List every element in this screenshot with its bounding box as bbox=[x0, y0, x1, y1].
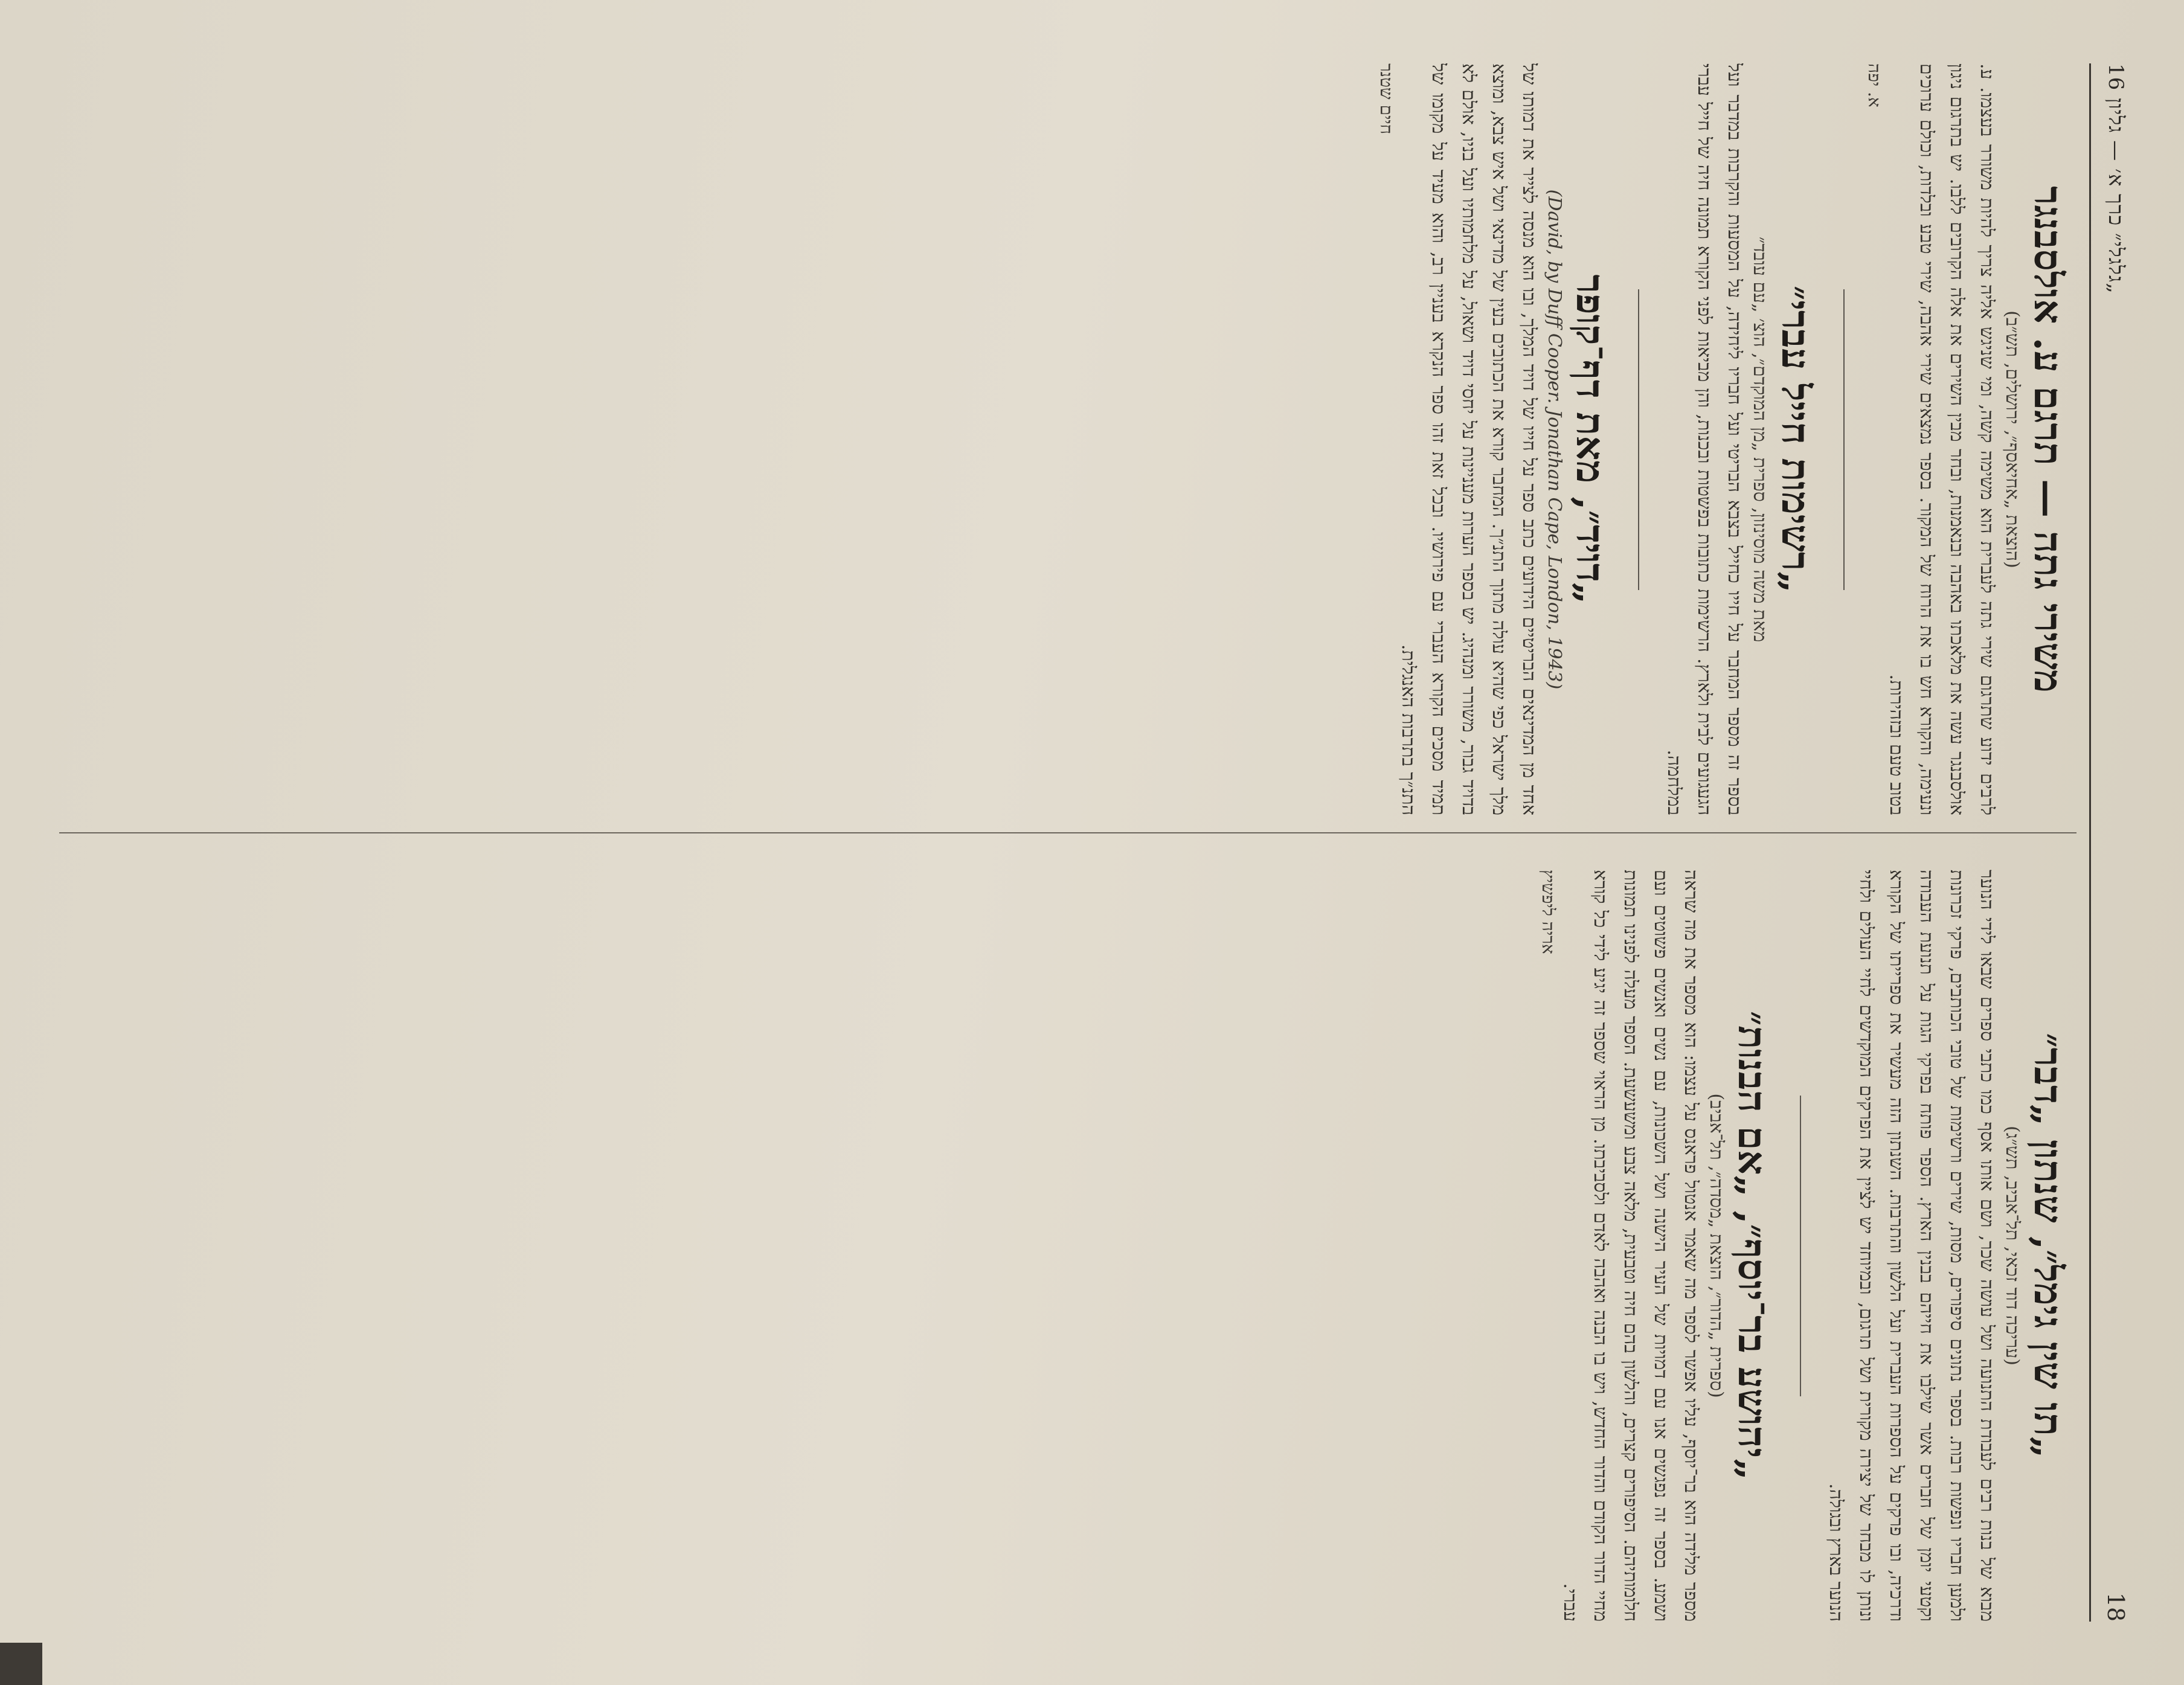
review-article bbox=[1376, 63, 1619, 815]
page-corner-shadow bbox=[0, 1643, 42, 1685]
review-article bbox=[1864, 63, 2076, 815]
left-column bbox=[59, 63, 2076, 833]
article-body: אחד מן המדינאים הבריטיים הידועים כתב ספר על חייו של דויד המלך, ובו הוא מנסה לצייר את דמותו של מלך ישראל כפי שהיא עולה מתוך התנ״ך. המחבר קורא את הכתובים בעין של מדינאי ושל איש צבא, ומוצא בדויד גבור, משורר ומנהיג. יש בספר הערות מעניינות על יחסי דויד ושאול, על מלחמותיו ועל בניו, אולם לא תמיד מסכים הקורא העברי עם פירושיו. ובכל זאת זהו ספר הנקרא בעניין רב, והוא מעיד על מקומו של התנ״ך בתרבות האנגלית. bbox=[1398, 63, 1540, 815]
running-title-text: „גלגלי״ כרך א׳ — גליון bbox=[2104, 98, 2128, 294]
article-body: מספר מלידה הוא בר־יוסף, עליו אפשר לספר מה שאמר אנטול פראנס על עצמו: הוא מספר את מה שראה ושמע. בספר זה נפגשים אנו עם דמויות של העיר הישנה ושל השכונות, עם נשים ואנשים פשוטים ועם חלומותיהם. הסיפורים קצרים, והלשון בהם חיה וטבעית, מלאה צבע ומשעשעת. הספר מעלה לפנינו תמונות מחיי הדור הקודם והדור החדש, ויש בו הבנה ואהבה לאדם ולסביבתו. מן הראוי שספר זה יגיע לידי כל קורא עברי. bbox=[1559, 870, 1701, 1622]
article-divider bbox=[1843, 289, 1845, 590]
page-number-left: 16 bbox=[2104, 63, 2128, 91]
article-body: מבוא של בנות רבים לעבודת התנועה ושל עושה שכר, ושם אותו אסף כמו כתבי ספרים שבאו לידי הנוער ולמען חבריו ונפשות רבות. בספר נתונים סיפורים, מסות, שירים ורשימות של טובי הכותבים, פרקי זכרונות וקטעי יומן של חברים אשר שילבו את חייהם בבנין הארץ. הספר פותח בפרקי הגות על תנועת העבודה ודרכיה, ובו פרקים על הספרות העברית ועל הלשון והתרבות. השנתון הזה מעשיר את ספרייתו של הקורא ונותן לו מבחר של יצירה מקורית ושל תרגום, ובמיוחד יש לציין את הפרקים המוקדשים לחיי העולים ולחיי הנוער בארץ ובגולה. bbox=[1825, 870, 1997, 1622]
page-number-right: 18 bbox=[2102, 1592, 2129, 1622]
right-column bbox=[59, 870, 2076, 1622]
running-title bbox=[2104, 63, 2128, 294]
rotated-page bbox=[35, 27, 2149, 1658]
columns bbox=[59, 63, 2076, 1622]
article-subtitle: (ספרית „הדור״, הוצאת „מסדה״, תל־אביב) bbox=[1706, 1093, 1727, 1398]
article-title: „תו שין גימל״, שנתון „דבר״ bbox=[2025, 1033, 2070, 1459]
article-subtitle: מאת משה מוסינזון, ספרית „מן המוקדם״, הוצ׳ „עם עובד״ bbox=[1749, 236, 1770, 643]
article-body: בספר זה מספר המחבר על חייו כחייל בצבא הבריטי ועל חבריו ליחידה, על המסעות והקרבות במדבר ועל הגעגועים לבית ולארץ. הרשימות כתובות בפשטות ובכנות, והן מביאות לפני הקורא תמונה חיה של חייל עברי במלחמה. bbox=[1663, 63, 1745, 815]
article-divider bbox=[1800, 1096, 1801, 1396]
review-article bbox=[1538, 870, 1781, 1622]
article-subtitle: (David, by Duff Cooper. Jonathan Cape, London, 1943) bbox=[1544, 189, 1565, 690]
article-divider bbox=[1638, 289, 1639, 590]
page-header bbox=[2095, 63, 2137, 1622]
article-title: „יהושע בר־יוסף״, „אם הבנות״ bbox=[1729, 1010, 1774, 1481]
article-signature: א. יפה bbox=[1864, 63, 1884, 108]
header-rule bbox=[2089, 63, 2091, 1622]
article-signature: אריה ליפשיץ bbox=[1538, 870, 1558, 954]
article-subtitle: (עריכה דוד זכאי, תל־אביב, תש״ג) bbox=[2002, 1126, 2023, 1366]
review-article bbox=[1659, 63, 1824, 815]
article-signature: חיים שטנר bbox=[1376, 63, 1396, 135]
review-article bbox=[1820, 870, 2076, 1622]
article-title: משירי גתה — תרגם ע. אולסבנגר bbox=[2025, 186, 2070, 693]
article-subtitle: (הוצאת „אחיאסף״, ירושלים, תש״ב) bbox=[2002, 310, 2023, 568]
article-title: „דויד״, מאת דף־קופר bbox=[1567, 274, 1613, 605]
article-title: „רשימות חייל עברי״ bbox=[1773, 285, 1818, 594]
article-body: לרבים ידוע שתרגום שירי גתה לעברית הוא משימה קשה, ומי שניגש אליה צריך להיות משורר בעצמו. ע. אולסבנגר עשה את מלאכתו באהבה ובנאמנות, ובחר מבין השירים את אלה הקרובים ללבו. יש בתרגום ניגון ונעימה, והקורא חש בו את הרוח של המקור. בספר נמצאים שירי אהבה, שירי טבע ובלדות, וכולם ערוכים בטוב טעם ובזהירות. bbox=[1886, 63, 1997, 815]
